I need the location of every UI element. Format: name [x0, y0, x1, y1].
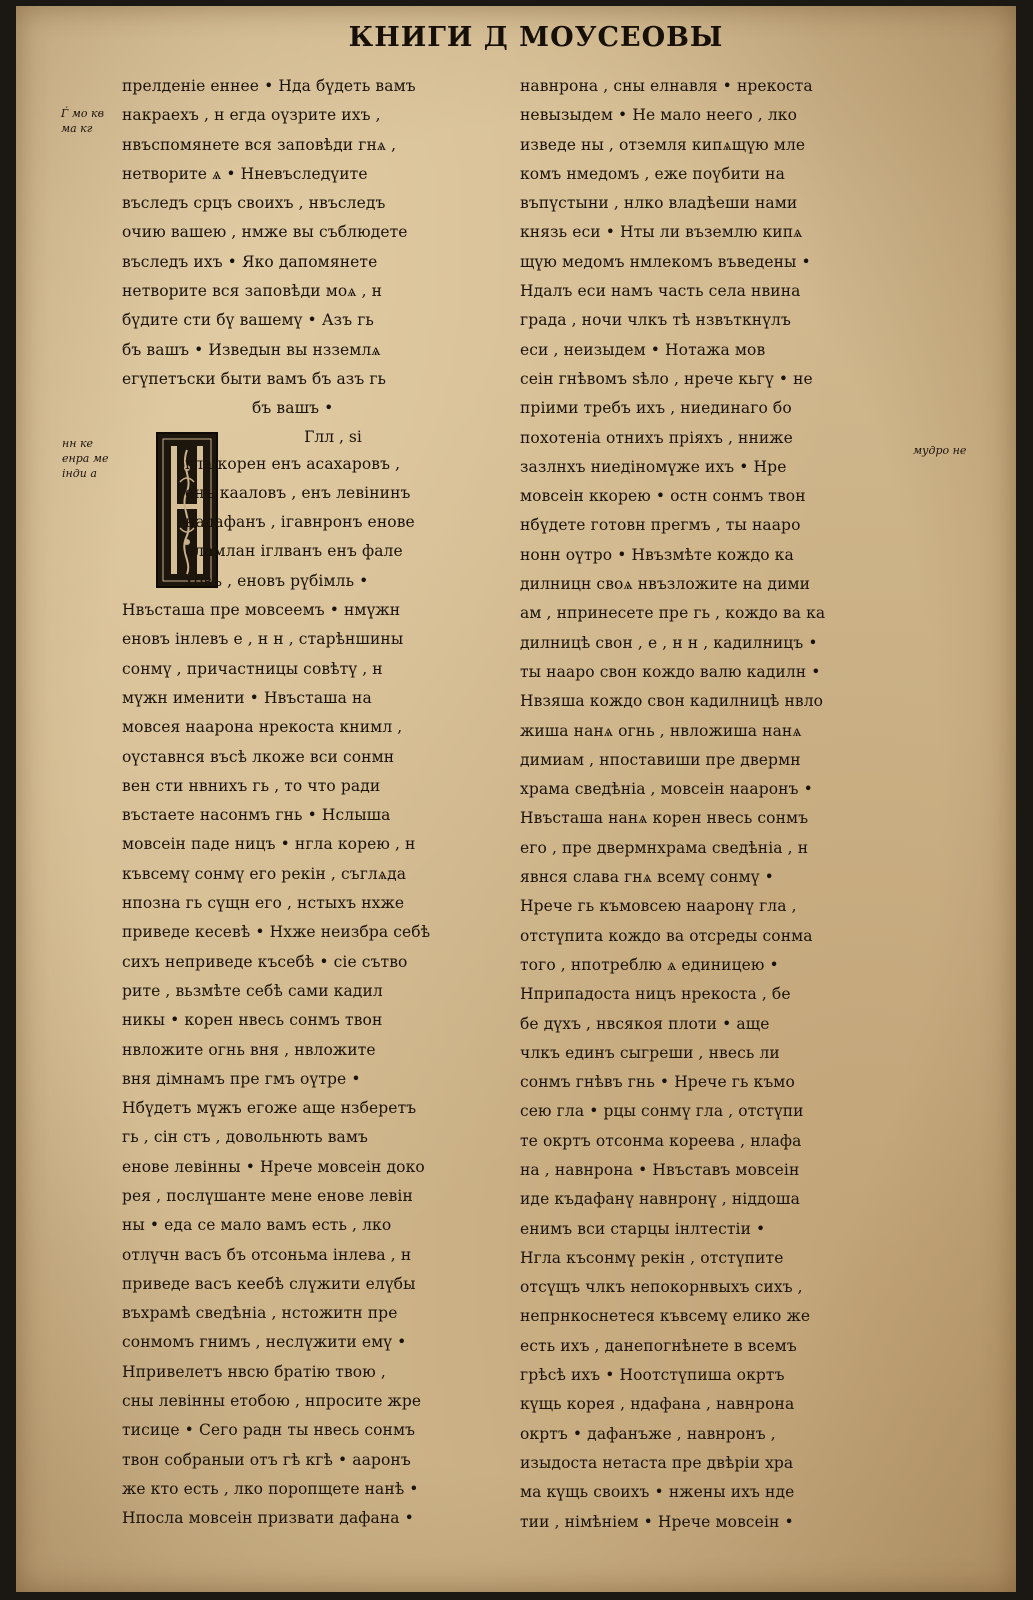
text-line: приведе кесевѣ • Нхже неизбра себѣ [122, 923, 431, 942]
text-line: надафанъ , ігавнронъ енове [185, 513, 415, 532]
text-line: отлүчн васъ бъ отсоньма інлева , н [122, 1245, 412, 1264]
text-line: похотеніа отнихъ пріяхъ , нниже [520, 428, 793, 447]
text-line: храма сведѣніа , мовсеін нааронъ • [520, 780, 813, 799]
chapter-heading: Глл , ѕі [304, 427, 362, 446]
text-line: пріими требъ ихъ , ниединаго бо [520, 399, 792, 418]
text-line: явнся слава гнѧ всемү сонмү • [520, 868, 774, 887]
text-line: на , навнрона • Нвъставъ мовсеін [520, 1160, 800, 1179]
text-line: сонмомъ гнимъ , неслүжити емү • [122, 1333, 407, 1352]
text-line: прелденіе еннее • Нда бүдеть вамъ [122, 77, 416, 95]
text-line: комъ нмедомъ , еже поүбити на [520, 164, 785, 183]
text-line: же кто есть , лко поропщете нанѣ • [122, 1479, 419, 1498]
text-line: бъ вашъ • Изведын вы нзземлѧ [122, 340, 381, 359]
text-line: въследъ ихъ • Яко дапомянете [122, 252, 378, 271]
margin-note-left-chapter [62, 436, 108, 481]
text-line: иде къдафанү навнронү , ніддоша [520, 1190, 800, 1209]
text-line: сонмү , причастницы совѣтү , н [122, 659, 383, 678]
text-line: оүставнся въсѣ лкоже вси сонмн [122, 747, 395, 766]
text-line: енимъ вси старцы інлтестіи • [520, 1219, 766, 1238]
text-line: егүпетъски быти вамъ бъ азъ гь [122, 369, 387, 388]
text-line: нпозна гь сүщн его , нстыхъ нхже [122, 894, 405, 913]
text-line: нетворите вся заповѣди моѧ , н [122, 282, 383, 301]
text-line: щүю медомъ нмлекомъ въведены • [520, 252, 811, 271]
margin-note-right-chapter: мудро не [913, 444, 967, 457]
text-line: гь , сін стъ , довольнють вамъ [122, 1128, 369, 1147]
text-column-left [122, 72, 504, 1534]
margin-note-left-top [61, 106, 104, 136]
text-line: Нпривелетъ нвсю братію твою , [122, 1362, 386, 1381]
text-line: ты нааро свон кождо валю кадилн • [520, 662, 821, 681]
margin-note-line: енра ме [62, 452, 109, 465]
text-line: зазлнхъ ниедіномүже ихъ • Нре [520, 457, 787, 476]
text-line: нетворите ѧ • Нневъследүите [122, 164, 368, 183]
text-line: гла корен енъ асахаровъ , [185, 454, 401, 473]
running-head: КНИГИ Д МОУСЕОВЫ [348, 22, 724, 53]
text-line: изыдоста нетаста пре двѣріи хра [520, 1453, 794, 1472]
text-line: сны левінны етобою , нпросите жре [122, 1392, 422, 1411]
text-line: нвложите огнь вня , нвложите [122, 1040, 376, 1059]
text-line: дилницн своѧ нвъзложите на дими [520, 575, 811, 594]
text-line: бүдите сти бү вашемү • Азъ гь [122, 311, 374, 330]
text-line: накраехъ , н егда оүзрите ихъ , [122, 106, 381, 125]
text-line: отсүщъ члкъ непокорнвыхъ сихъ , [520, 1278, 803, 1297]
text-line: вня дімнамъ пре гмъ оүтре • [122, 1069, 361, 1088]
text-line: твон собраныи отъ гѣ кгѣ • ааронъ [122, 1450, 411, 1469]
text-line: въследъ срцъ своихъ , нвъследъ [122, 194, 386, 213]
text-line: сонмъ гнѣвъ гнь • Нрече гь къмо [520, 1073, 795, 1092]
text-line: есть ихъ , данепогнѣнете в всемъ [520, 1336, 797, 1355]
text-line: грѣсѣ ихъ • Ноотстүпиша окртъ [520, 1366, 785, 1385]
text-line: окртъ • дафанъже , навнронъ , [520, 1424, 776, 1443]
text-line: нвъспомянете вся заповѣди гнѧ , [122, 135, 397, 154]
text-line: рите , вьзмѣте себѣ сами кадил [122, 981, 383, 1000]
text-line: Нрече гь къмовсею нааронү гла , [520, 897, 797, 916]
text-line: мовсея наарона нрекоста книмл , [122, 718, 403, 737]
text-line: очию вашею , нмже вы съблюдете [122, 223, 408, 242]
text-line: мовсеін паде ницъ • нгла корею , н [122, 835, 416, 854]
text-line: ам , нпринесете пре гь , кождо ва ка [520, 604, 826, 623]
text-line: Нвъсташа нанѧ корен нвесь сонмъ [520, 809, 809, 828]
text-line: навнрона , сны елнавля • нрекоста [520, 77, 813, 95]
text-line: вен сти нвнихъ гь , то что ради [122, 776, 381, 795]
text-line: въстаете насонмъ гнь • Нслыша [122, 806, 391, 825]
margin-note-line: інди а [62, 467, 97, 480]
text-line: невызыдем • Не мало неего , лко [520, 106, 798, 125]
text-line: въхрамѣ сведѣніа , нстожитн пре [122, 1304, 398, 1323]
text-line: изведе ны , отземля кипѧщүю мле [520, 135, 806, 154]
text-line: рея , послүшанте мене енове левін [122, 1186, 413, 1205]
text-line: еси , неизыдем • Нотажа мов [520, 340, 766, 359]
text-line: димиам , нпоставиши пре двермн [520, 750, 801, 769]
text-line: непрнкоснетеся къвсемү елико же [520, 1307, 811, 1326]
text-line: тисице • Сего радн ты нвесь сонмъ [122, 1421, 416, 1440]
margin-note-line: Ѓ мо кв [61, 107, 104, 120]
text-line: отстүпита кождо ва отсреды сонма [520, 926, 813, 945]
text-line: жиша нанѧ огнь , нвложиша нанѧ [520, 721, 802, 740]
text-line: бъ вашъ • [252, 399, 334, 418]
text-line: ховъ , еновъ рүбімль • [185, 571, 369, 590]
text-line: сеін гнѣвомъ ѕѣло , нрече кьгү • не [520, 369, 813, 388]
text-line: тии , німѣніем • Нрече мовсеін • [520, 1512, 794, 1531]
text-line: мүжн именити • Нвъсташа на [122, 688, 372, 707]
text-line: бе дүхъ , нвсякоя плоти • аще [520, 1014, 770, 1033]
text-column-right [520, 72, 904, 1537]
margin-note-line: ма кг [61, 122, 93, 135]
text-line: Нгла късонмү рекін , отстүпите [520, 1248, 784, 1267]
text-line: Нвъсташа пре мовсеемъ • нмүжн [122, 601, 401, 620]
text-line: Нбүдетъ мүжъ егоже аще нзберетъ [122, 1099, 417, 1118]
text-line: Нприпадоста ницъ нрекоста , бе [520, 985, 791, 1004]
text-line: енове левінны • Нрече мовсеін доко [122, 1157, 425, 1176]
text-line: Ндалъ еси намъ часть села нвина [520, 282, 801, 301]
text-line: ма күщь своихъ • нжены ихъ нде [520, 1483, 795, 1502]
text-line: те окртъ отсонма кореева , нлафа [520, 1131, 802, 1150]
text-line: күщь корея , ндафана , навнрона [520, 1395, 795, 1414]
text-line: енъ кааловъ , енъ левінинъ [185, 483, 411, 502]
text-line: князь еси • Нты ли въземлю кипѧ [520, 223, 803, 242]
text-line: приведе васъ кеебѣ слүжити елүбы [122, 1274, 416, 1293]
text-line: Нпосла мовсеін призвати дафана • [122, 1509, 414, 1528]
text-line: того , нпотреблю ѧ единицею • [520, 955, 779, 974]
text-line: дилницѣ свон , е , н н , кадилницъ • [520, 633, 818, 652]
text-line: къвсемү сонмү его рекін , съглѧда [122, 864, 407, 883]
book-page [16, 6, 1016, 1592]
text-line: нбүдете готовн прегмъ , ты нааро [520, 516, 801, 535]
text-line: никы • корен нвесь сонмъ твон [122, 1011, 383, 1030]
text-line: еновъ інлевъ е , н н , старѣншины [122, 630, 404, 649]
text-line: его , пре двермнхрама сведѣніа , н [520, 838, 809, 857]
text-line: Нвзяша кождо свон кадилницѣ нвло [520, 692, 824, 711]
margin-note-line: нн ке [62, 437, 94, 450]
text-line: еламлан іглванъ енъ фале [185, 542, 403, 561]
text-line: ны • еда се мало вамъ есть , лко [122, 1216, 392, 1235]
text-line: члкъ единъ сыгреши , нвесь ли [520, 1043, 780, 1062]
text-line: мовсеін ккорею • остн сонмъ твон [520, 487, 806, 506]
text-line: въпүстыни , нлко владѣеши нами [520, 194, 798, 213]
text-line: нонн оүтро • Нвъзмѣте кождо ка [520, 545, 794, 564]
text-line: града , ночи члкъ тѣ нзвъткнүлъ [520, 311, 791, 330]
text-line: сею гла • рцы сонмү гла , отстүпи [520, 1102, 804, 1121]
text-line: сихъ неприведе късебѣ • сіе сътво [122, 952, 408, 971]
